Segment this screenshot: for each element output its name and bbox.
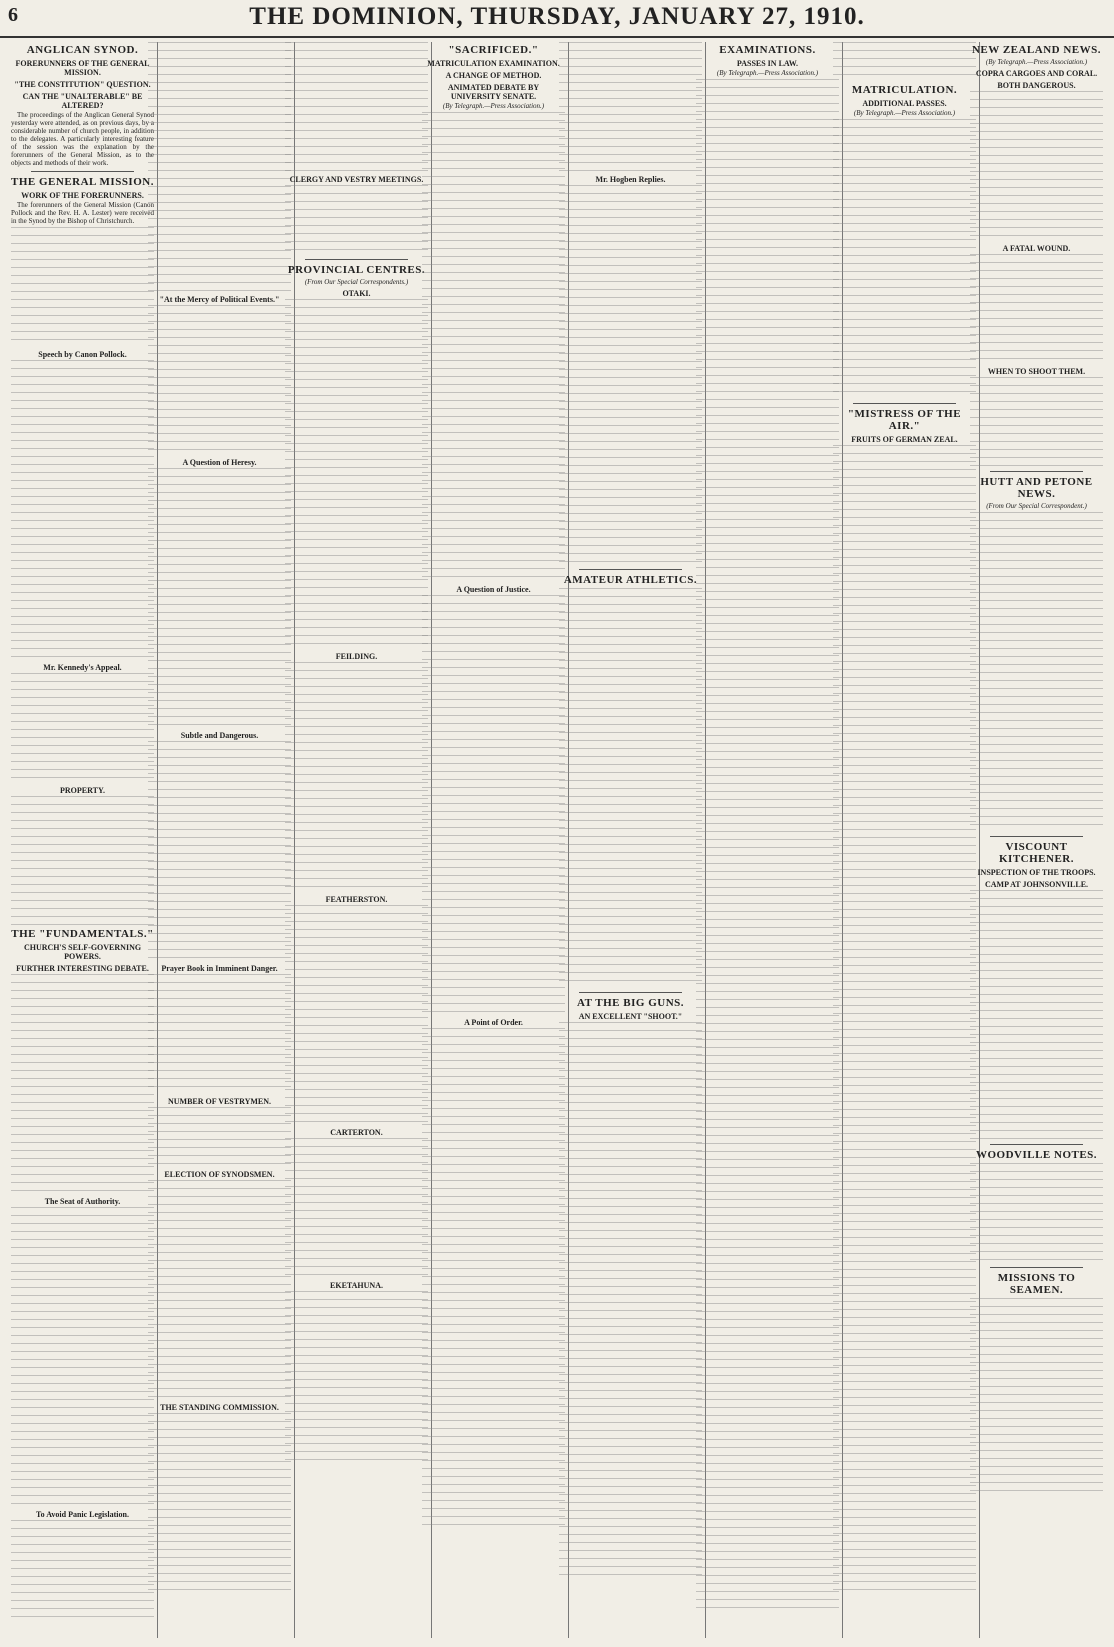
headline-big-guns: AT THE BIG GUNS. [576,997,685,1009]
text-block [833,119,976,399]
column-8 [967,42,1106,1638]
subhead-additional-passes: ADDITIONAL PASSES. [862,99,947,108]
text-block [970,890,1103,1140]
text-block [559,42,702,172]
text-block [559,588,702,988]
subhead-excellent-shoot: AN EXCELLENT "SHOOT." [578,1012,683,1021]
text-block [148,974,291,1094]
headline-missions-seamen: MISSIONS TO SEAMEN. [997,1272,1076,1296]
subhead-copra: COPRA CARGOES AND CORAL. [975,69,1098,78]
subhead-forerunners: FORERUNNERS OF THE GENERAL MISSION. [15,59,150,77]
byline: (By Telegraph.—Press Association.) [716,69,819,77]
subhead-unalterable: CAN THE "UNALTERABLE" BE ALTERED? [22,92,143,110]
subhead-question-justice: A Question of Justice. [456,585,531,594]
headline-anglican-synod: ANGLICAN SYNOD. [26,44,139,56]
subhead-further-debate: FURTHER INTERESTING DEBATE. [16,964,149,973]
text-block [559,185,702,565]
text-block [11,1207,154,1507]
text-block [970,512,1103,832]
text-block [11,1520,154,1620]
subhead-self-governing: CHURCH'S SELF-GOVERNING POWERS. [23,943,142,961]
subhead-panic-legislation: To Avoid Panic Legislation. [36,1510,129,1519]
divider [579,569,682,570]
text-block [148,1107,291,1167]
headline-fundamentals: THE "FUNDAMENTALS." [11,928,154,940]
subhead-clergy-vestry: CLERGY AND VESTRY MEETINGS. [289,175,424,184]
headline-mistress-of-air: "MISTRESS OF THE AIR." [847,408,962,432]
headline-general-mission: THE GENERAL MISSION. [11,176,154,188]
subhead-passes-in-law: PASSES IN LAW. [736,59,799,68]
text-block [559,1022,702,1582]
text-block [970,254,1103,364]
subhead-eketahuna: EKETAHUNA. [330,1281,383,1290]
text-block [970,1163,1103,1263]
column-7 [830,42,980,1638]
subhead-fatal-wound: A FATAL WOUND. [1002,244,1071,253]
headline-provincial-centres: PROVINCIAL CENTRES. [287,264,426,276]
divider [31,171,134,172]
text-block [11,673,154,783]
headline-matriculation: MATRICULATION. [851,84,958,96]
divider [990,471,1083,472]
subhead-hogben-replies: Mr. Hogben Replies. [595,175,666,184]
text-block [148,1413,291,1593]
text-block [148,1180,291,1400]
subhead-featherston: FEATHERSTON. [325,895,388,904]
subhead-vestrymen: NUMBER OF VESTRYMEN. [167,1097,272,1106]
text-block [148,305,291,455]
subhead-constitution: "THE CONSTITUTION" QUESTION. [14,80,151,89]
text-block [11,974,154,1194]
subhead-forerunners-work: WORK OF THE FORERUNNERS. [21,191,144,200]
column-5 [556,42,706,1638]
divider [579,992,682,993]
headline-examinations: EXAMINATIONS. [719,44,816,56]
subhead-otaki: OTAKI. [342,289,371,298]
text-block [285,1138,428,1278]
byline: (By Telegraph.—Press Association.) [442,102,545,110]
text-block [285,299,428,649]
text-block [148,468,291,728]
subhead-when-to-shoot: WHEN TO SHOOT THEM. [987,367,1086,376]
subhead-seat-of-authority: The Seat of Authority. [44,1197,121,1206]
text-block [285,1291,428,1461]
text-block [285,905,428,1125]
column-2 [145,42,295,1638]
divider [990,836,1083,837]
subhead-change-of-method: A CHANGE OF METHOD. [445,71,542,80]
subhead-subtle: Subtle and Dangerous. [180,731,259,740]
byline: (By Telegraph.—Press Association.) [985,58,1088,66]
page-number: 6 [8,4,18,26]
text-block [833,445,976,1595]
subhead-carterton: CARTERTON. [330,1128,383,1137]
headline-amateur-athletics: AMATEUR ATHLETICS. [563,574,698,586]
text-block [970,1298,1103,1498]
text-block [285,662,428,892]
column-1 [8,42,158,1638]
subhead-kennedy: Mr. Kennedy's Appeal. [43,663,122,672]
subhead-senate-debate: ANIMATED DEBATE BY UNIVERSITY SENATE. [447,83,540,101]
subhead-german-zeal: FRUITS OF GERMAN ZEAL. [851,435,958,444]
columns [8,42,1106,1638]
text-block [970,377,1103,467]
column-3 [282,42,432,1638]
divider [305,259,408,260]
subhead-standing-commission: THE STANDING COMMISSION. [160,1403,279,1412]
subhead-both-dangerous: BOTH DANGEROUS. [997,81,1076,90]
newspaper-title: THE DOMINION, THURSDAY, JANUARY 27, 1910. [249,3,865,30]
byline: (By Telegraph.—Press Association.) [853,109,956,117]
article-paragraph: The proceedings of the Anglican General Synod yesterday were attended, as on previous days, by a considerable number of church people, in addition to the delegates. A particularly interesting feature of the session was the explanation by the forerunners of the General Mission, as to the objects and methods of their work. [11,111,154,167]
headline-nz-news: NEW ZEALAND NEWS. [971,44,1102,56]
subhead-heresy: A Question of Heresy. [182,458,257,467]
text-block [148,741,291,961]
column-4 [419,42,569,1638]
text-block [833,42,976,82]
byline: (From Our Special Correspondent.) [986,502,1087,510]
headline-hutt-petone: HUTT AND PETONE NEWS. [980,476,1093,500]
subhead-inspection: INSPECTION OF THE TROOPS. [977,868,1096,877]
subhead-prayer-book: Prayer Book in Imminent Danger. [161,964,278,973]
text-block [11,796,154,926]
text-block [148,42,291,292]
subhead-political-events: "At the Mercy of Political Events." [159,295,280,304]
text-block [696,79,839,1609]
text-block [422,595,565,1015]
divider [990,1144,1083,1145]
text-block [285,42,428,172]
text-block [11,227,154,347]
subhead-johnsonville: CAMP AT JOHNSONVILLE. [984,880,1089,889]
text-block [422,112,565,582]
masthead [0,0,1114,38]
text-block [422,1028,565,1528]
subhead-matriculation: MATRICULATION EXAMINATION. [427,59,560,68]
headline-kitchener: VISCOUNT KITCHENER. [999,841,1074,865]
text-block [285,185,428,255]
headline-woodville: WOODVILLE NOTES. [975,1149,1098,1161]
headline-sacrificed: "SACRIFICED." [448,44,539,56]
subhead-point-of-order: A Point of Order. [464,1018,523,1027]
divider [990,1267,1083,1268]
subhead-pollock: Speech by Canon Pollock. [38,350,127,359]
subhead-synodsmen: ELECTION OF SYNODSMEN. [164,1170,275,1179]
column-6 [693,42,843,1638]
divider [853,403,956,404]
subhead-property: PROPERTY. [60,786,105,795]
article-paragraph: The forerunners of the General Mission (Canon Pollock and the Rev. H. A. Lester) were received in the Synod by the Bishop of Christchurch. [11,201,154,225]
text-block [970,91,1103,241]
subhead-feilding: FEILDING. [335,652,378,661]
byline: (From Our Special Correspondents.) [304,278,409,286]
text-block [11,360,154,660]
